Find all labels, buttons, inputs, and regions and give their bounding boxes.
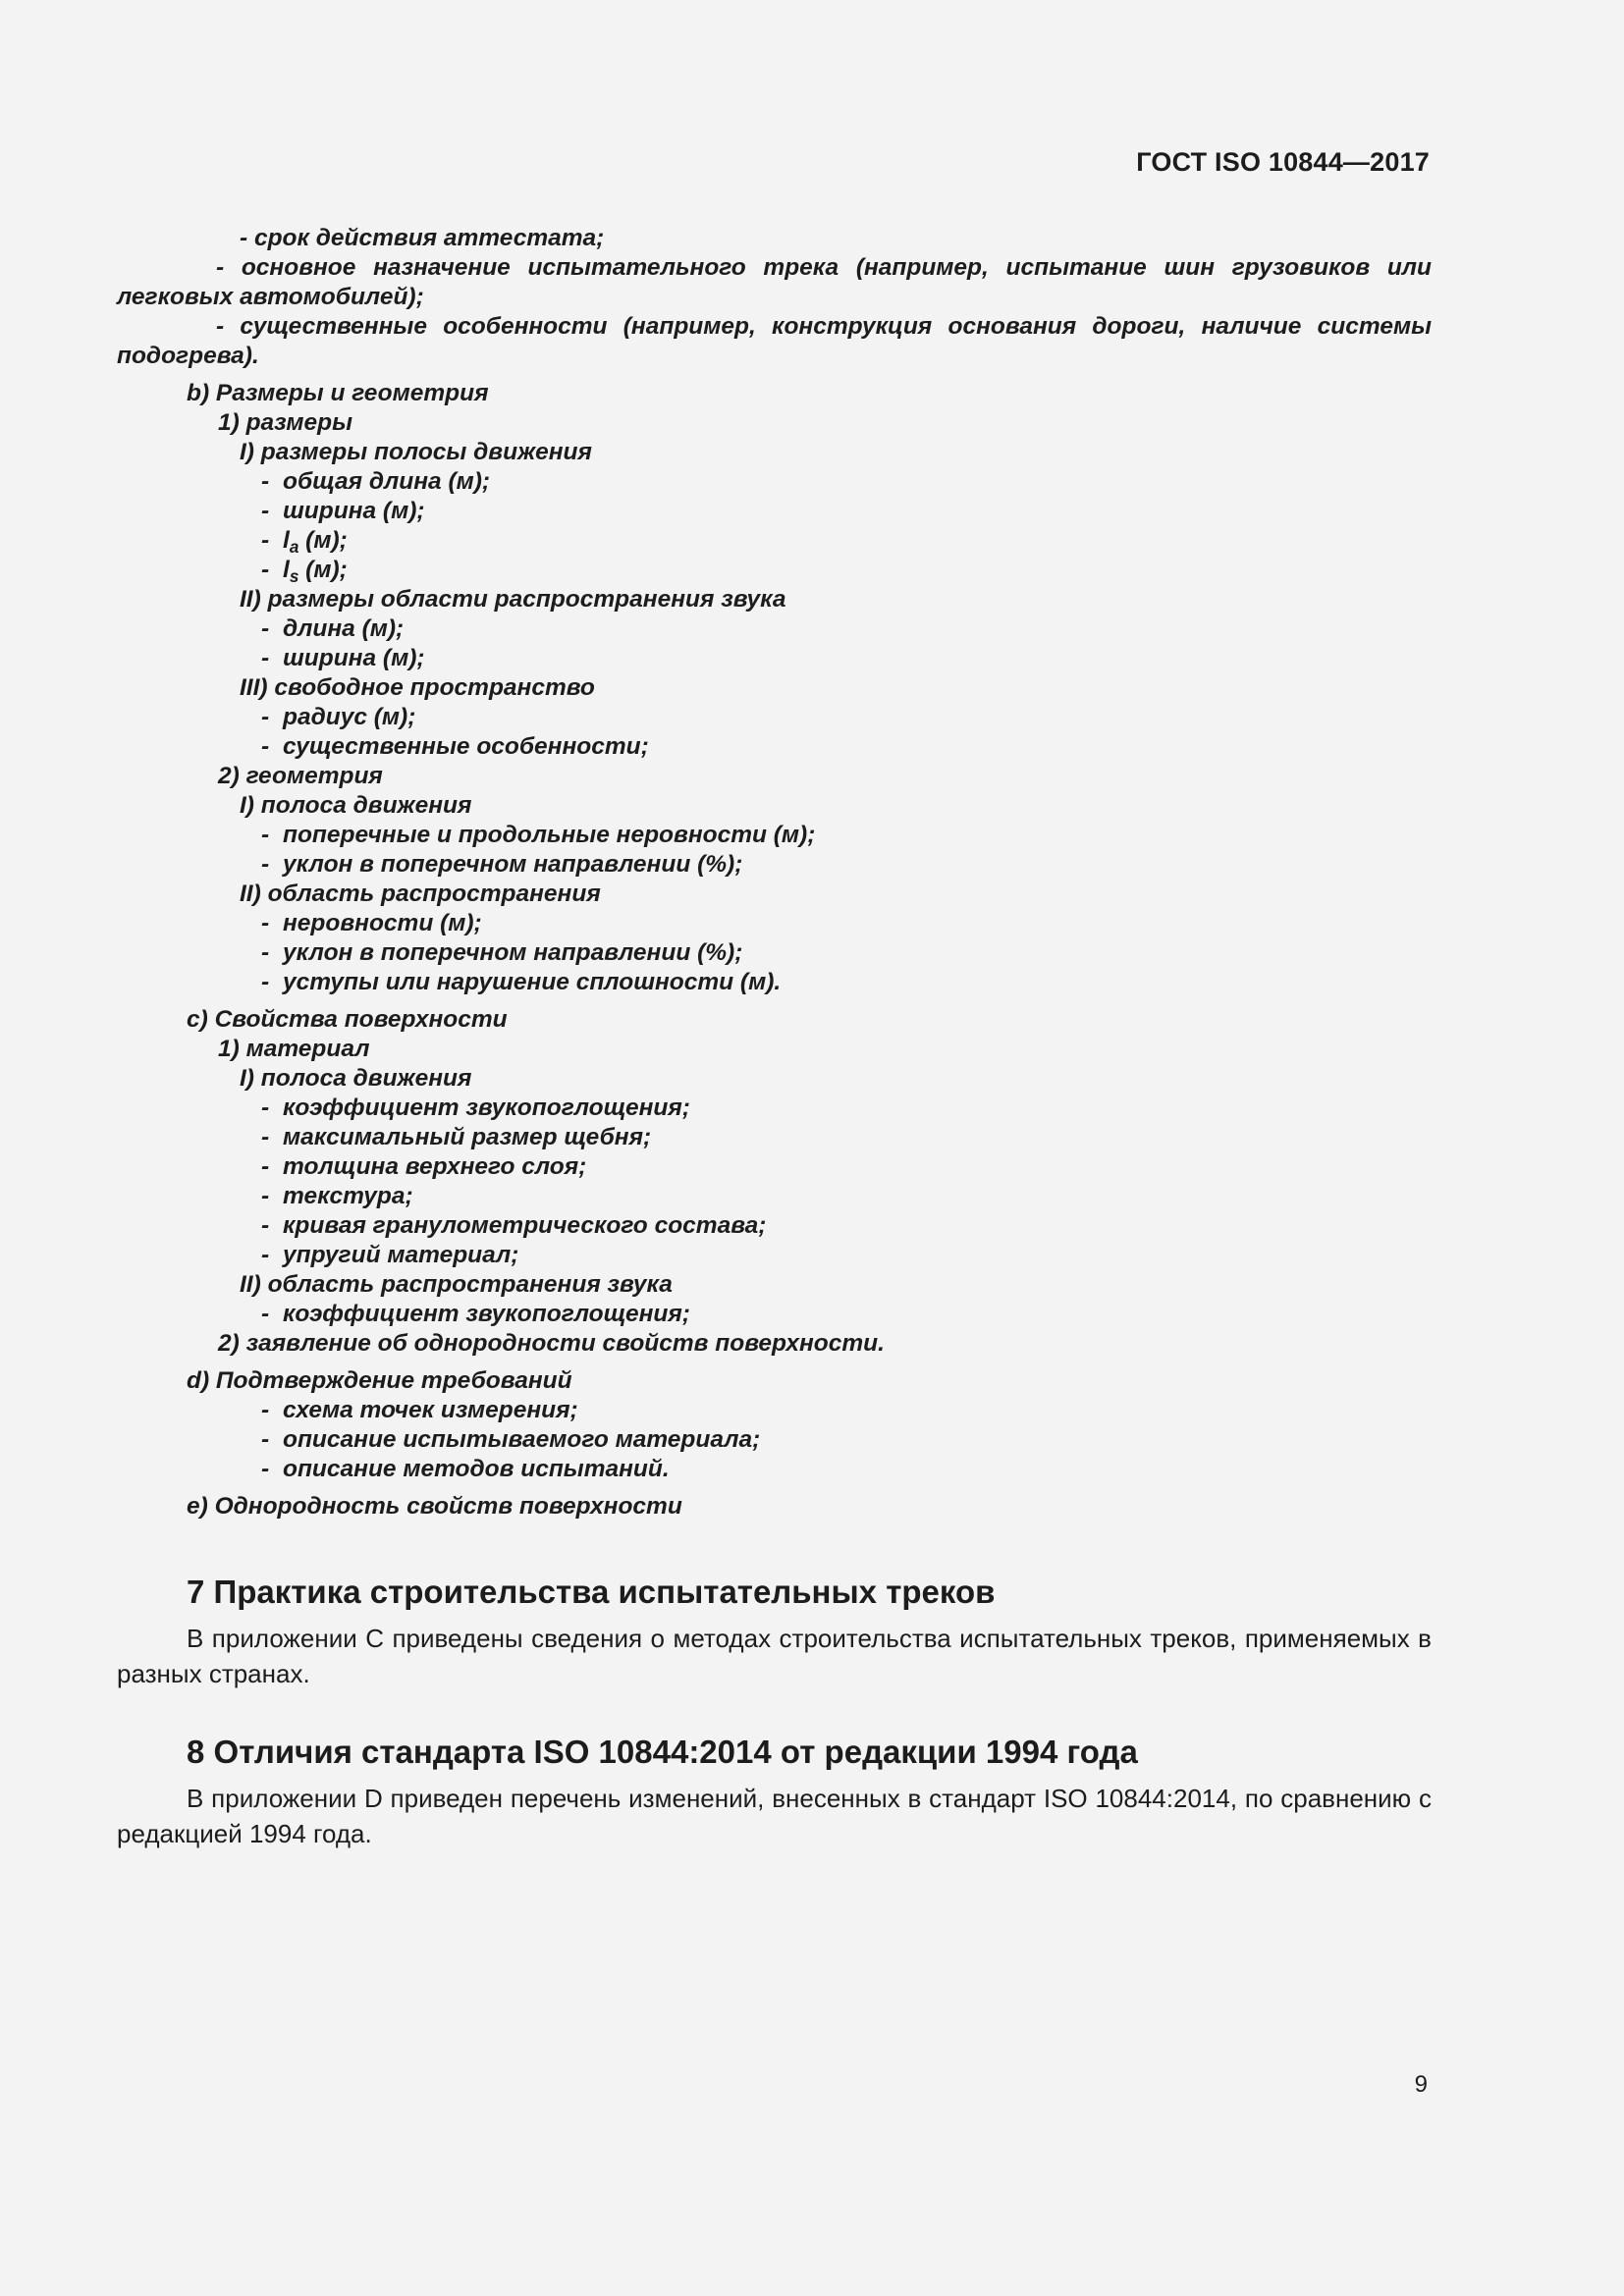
section-c-sub1-i: I) полоса движения bbox=[240, 1065, 472, 1092]
section-b-sub2: 2) геометрия bbox=[218, 763, 383, 789]
list-item: - уклон в поперечном направлении (%); bbox=[261, 851, 743, 878]
list-item: - схема точек измерения; bbox=[261, 1397, 578, 1423]
list-item: - упругий материал; bbox=[261, 1242, 519, 1268]
section-b-title: b) Размеры и геометрия bbox=[187, 380, 489, 406]
list-item-ls: - $l_s$ (м); bbox=[261, 557, 348, 586]
list-item: - максимальный размер щебня; bbox=[261, 1124, 652, 1150]
list-item: - радиус (м); bbox=[261, 704, 416, 730]
list-item: - общая длина (м); bbox=[261, 468, 491, 495]
list-item: - уклон в поперечном направлении (%); bbox=[261, 939, 743, 966]
paragraph-section-7: В приложении С приведены сведения о методах строительства испытательных треков, применяемых в разных странах. bbox=[117, 1624, 1432, 1688]
list-item: - описание испытываемого материала; bbox=[261, 1426, 761, 1453]
section-d-title: d) Подтверждение требований bbox=[187, 1367, 572, 1394]
list-item: - существенные особенности; bbox=[261, 733, 649, 760]
list-item: - неровности (м); bbox=[261, 910, 482, 936]
list-item: - ширина (м); bbox=[261, 498, 425, 524]
section-b-sub1-iii: III) свободное пространство bbox=[240, 674, 595, 701]
section-c-sub2: 2) заявление об однородности свойств поверхности. bbox=[218, 1330, 885, 1357]
document-number: ГОСТ ISO 10844—2017 bbox=[1136, 147, 1430, 177]
section-b-sub2-i: I) полоса движения bbox=[240, 792, 472, 819]
heading-section-7: 7 Практика строительства испытательных треков bbox=[187, 1574, 996, 1610]
list-item-la: - $l_a$ (м); bbox=[261, 527, 348, 557]
list-item: - толщина верхнего слоя; bbox=[261, 1153, 587, 1180]
section-c-title: с) Свойства поверхности bbox=[187, 1006, 508, 1033]
list-item: - уступы или нарушение сплошности (м). bbox=[261, 969, 782, 995]
list-item: - коэффициент звукопоглощения; bbox=[261, 1301, 690, 1327]
intro-item: - срок действия аттестата; bbox=[240, 225, 605, 251]
list-item: - ширина (м); bbox=[261, 645, 425, 671]
list-item: - текстура; bbox=[261, 1183, 413, 1209]
intro-item: - основное назначение испытательного трека (например, испытание шин грузовиков или легковых автомобилей); bbox=[117, 254, 1432, 310]
page-number: 9 bbox=[1414, 2071, 1428, 2098]
heading-section-8: 8 Отличия стандарта ISO 10844:2014 от редакции 1994 года bbox=[187, 1734, 1138, 1770]
page-content bbox=[117, 224, 1432, 1851]
list-item: - коэффициент звукопоглощения; bbox=[261, 1095, 690, 1121]
section-b-sub1: 1) размеры bbox=[218, 409, 352, 436]
section-e-title: е) Однородность свойств поверхности bbox=[187, 1493, 682, 1520]
list-item: - описание методов испытаний. bbox=[261, 1456, 670, 1482]
list-item: - кривая гранулометрического состава; bbox=[261, 1212, 767, 1239]
list-item: - поперечные и продольные неровности (м); bbox=[261, 822, 816, 848]
section-b-sub1-ii: II) размеры области распространения звука bbox=[240, 586, 786, 613]
paragraph-section-8: В приложении D приведен перечень изменений, внесенных в стандарт ISO 10844:2014, по сравнению с редакцией 1994 года. bbox=[117, 1784, 1432, 1848]
section-c-sub1: 1) материал bbox=[218, 1036, 370, 1062]
section-b-sub1-i: I) размеры полосы движения bbox=[240, 439, 592, 465]
section-b-sub2-ii: II) область распространения bbox=[240, 881, 601, 907]
section-c-sub1-ii: II) область распространения звука bbox=[240, 1271, 673, 1298]
intro-item: - существенные особенности (например, конструкция основания дороги, наличие системы подогрева). bbox=[117, 313, 1432, 369]
list-item: - длина (м); bbox=[261, 615, 405, 642]
